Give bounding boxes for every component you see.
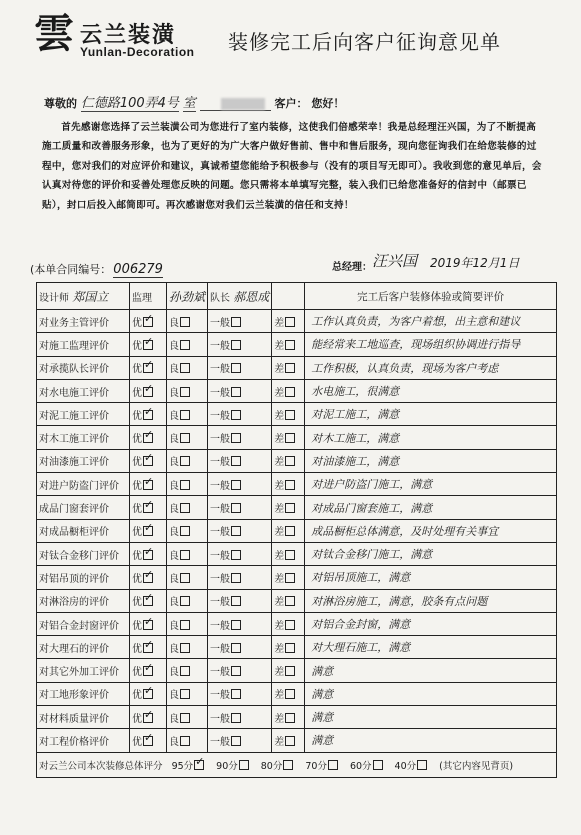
rating-option[interactable]: 一般 xyxy=(208,659,272,682)
checkbox-icon[interactable] xyxy=(285,596,295,606)
table-row xyxy=(37,659,557,682)
customer-address: 仁德路100弄4号 xyxy=(81,92,179,112)
greeting-suffix: 客户： xyxy=(274,97,308,110)
checkbox-icon[interactable] xyxy=(231,550,241,560)
rating-option[interactable]: 差 xyxy=(272,659,305,682)
rating-option[interactable]: 一般 xyxy=(208,612,272,635)
checkbox-icon[interactable] xyxy=(143,340,153,350)
table-row xyxy=(37,403,557,426)
checkbox-icon[interactable] xyxy=(285,573,295,583)
rating-option[interactable]: 优✓ xyxy=(130,706,167,729)
checkbox-icon[interactable] xyxy=(180,317,190,327)
rating-option[interactable]: 优✓ xyxy=(130,333,167,356)
rating-option[interactable]: 一般 xyxy=(208,449,272,472)
contract-number: 006279 xyxy=(113,262,163,277)
checkbox-icon[interactable] xyxy=(180,620,190,630)
row-comment: 对成品门窗套施工，满意 xyxy=(305,496,557,519)
rating-option[interactable]: 良 xyxy=(167,636,208,659)
rating-option[interactable]: 优✓ xyxy=(130,519,167,542)
checkbox-icon[interactable] xyxy=(143,363,153,373)
row-comment: 满意 xyxy=(305,682,557,705)
foreman-label: 队长 郝恩成 xyxy=(208,283,272,310)
company-name-en: Yunlan-Decoration xyxy=(80,45,195,59)
rating-option[interactable]: 一般 xyxy=(208,379,272,402)
row-comment: 对大理石施工，满意 xyxy=(305,636,557,659)
checkbox-icon[interactable] xyxy=(231,620,241,630)
rating-option[interactable]: 一般 xyxy=(208,310,272,333)
checkbox-icon[interactable] xyxy=(328,760,338,770)
score-option[interactable]: 60分 xyxy=(350,758,383,772)
checkbox-icon[interactable] xyxy=(285,317,295,327)
contract-label: (本单合同编号： xyxy=(30,263,112,276)
checkbox-icon[interactable] xyxy=(143,620,153,630)
total-score-label: 对云兰公司本次装修总体评分 xyxy=(39,760,163,772)
rating-option[interactable]: 一般 xyxy=(208,333,272,356)
table-row xyxy=(37,473,557,496)
rating-option[interactable]: 一般 xyxy=(208,519,272,542)
score-option[interactable]: 95分✓ xyxy=(172,758,205,772)
rating-option[interactable]: 差 xyxy=(272,403,305,426)
checkbox-icon[interactable] xyxy=(231,317,241,327)
row-comment: 工作积极，认真负责，现场为客户考虑 xyxy=(305,356,557,379)
rating-option[interactable]: 一般 xyxy=(208,636,272,659)
evaluation-table xyxy=(36,282,557,778)
rating-option[interactable]: 差 xyxy=(272,356,305,379)
checkbox-icon[interactable] xyxy=(180,666,190,676)
row-label: 对油漆施工评价 xyxy=(37,449,130,472)
checkbox-icon[interactable] xyxy=(231,643,241,653)
row-comment: 对进户防盗门施工，满意 xyxy=(305,473,557,496)
checkbox-icon[interactable] xyxy=(180,573,190,583)
rating-option[interactable]: 优✓ xyxy=(130,496,167,519)
rating-option[interactable]: 差 xyxy=(272,496,305,519)
customer-room: 室 xyxy=(183,92,196,112)
table-row xyxy=(37,706,557,729)
checkbox-icon[interactable] xyxy=(180,736,190,746)
table-row xyxy=(37,519,557,542)
rating-option[interactable]: 差 xyxy=(272,542,305,565)
row-comment: 满意 xyxy=(305,659,557,682)
row-label: 对钛合金移门评价 xyxy=(37,542,130,565)
rating-option[interactable]: 一般 xyxy=(208,496,272,519)
rating-option[interactable]: 优✓ xyxy=(130,449,167,472)
row-comment: 对钛合金移门施工，满意 xyxy=(305,542,557,565)
rating-option[interactable]: 差 xyxy=(272,449,305,472)
checkbox-icon[interactable] xyxy=(143,480,153,490)
rating-option[interactable]: 一般 xyxy=(208,403,272,426)
checkbox-icon[interactable] xyxy=(180,363,190,373)
rating-option[interactable]: 优✓ xyxy=(130,589,167,612)
score-note: (其它内容见背页) xyxy=(439,760,514,772)
row-label: 成品门窗套评价 xyxy=(37,496,130,519)
checkbox-icon[interactable] xyxy=(231,340,241,350)
row-label: 对进户防盗门评价 xyxy=(37,473,130,496)
table-header-row xyxy=(37,283,557,310)
total-score-cell xyxy=(37,752,557,777)
supervisor-label: 监理 xyxy=(130,283,167,310)
checkbox-icon[interactable] xyxy=(231,387,241,397)
checkbox-icon[interactable] xyxy=(231,433,241,443)
checkbox-icon[interactable] xyxy=(231,573,241,583)
row-label: 对材料质量评价 xyxy=(37,706,130,729)
supervisor-name: 孙劲斌 xyxy=(167,283,208,310)
checkbox-icon[interactable] xyxy=(143,456,153,466)
checkbox-icon[interactable] xyxy=(143,433,153,443)
checkbox-icon[interactable] xyxy=(285,736,295,746)
score-option[interactable]: 90分 xyxy=(216,758,249,772)
checkbox-icon[interactable] xyxy=(285,713,295,723)
rating-option[interactable]: 差 xyxy=(272,566,305,589)
rating-option[interactable]: 差 xyxy=(272,333,305,356)
checkbox-icon[interactable] xyxy=(231,503,241,513)
rating-option[interactable]: 差 xyxy=(272,519,305,542)
rating-option[interactable]: 优✓ xyxy=(130,310,167,333)
row-label: 对工地形象评价 xyxy=(37,682,130,705)
comment-header: 完工后客户装修体验或简要评价 xyxy=(305,283,557,310)
checkbox-icon[interactable] xyxy=(231,713,241,723)
checkbox-icon[interactable] xyxy=(231,410,241,420)
rating-option[interactable]: 良 xyxy=(167,659,208,682)
table-row xyxy=(37,589,557,612)
rating-option[interactable]: 一般 xyxy=(208,589,272,612)
table-row xyxy=(37,356,557,379)
checkbox-icon[interactable] xyxy=(285,643,295,653)
table-row xyxy=(37,449,557,472)
rating-option[interactable]: 良 xyxy=(167,612,208,635)
checkbox-icon[interactable] xyxy=(283,760,293,770)
row-label: 对木工施工评价 xyxy=(37,426,130,449)
checkbox-icon[interactable] xyxy=(231,456,241,466)
rating-option[interactable]: 一般 xyxy=(208,426,272,449)
rating-option[interactable]: 一般 xyxy=(208,729,272,752)
total-score-row xyxy=(37,752,557,777)
rating-option[interactable]: 良 xyxy=(167,379,208,402)
rating-option[interactable]: 良 xyxy=(167,496,208,519)
rating-option[interactable]: 优✓ xyxy=(130,403,167,426)
checkbox-icon[interactable] xyxy=(285,387,295,397)
checkbox-icon[interactable] xyxy=(143,689,153,699)
row-comment: 工作认真负责，为客户着想，出主意和建议 xyxy=(305,310,557,333)
manager-label: 总经理： xyxy=(332,262,372,273)
greeting-line xyxy=(44,92,344,112)
row-label: 对施工监理评价 xyxy=(37,333,130,356)
checkbox-icon[interactable] xyxy=(285,433,295,443)
redacted-name xyxy=(221,98,265,110)
score-option[interactable]: 80分 xyxy=(261,758,294,772)
row-comment: 满意 xyxy=(305,729,557,752)
checkbox-icon[interactable] xyxy=(143,666,153,676)
checkbox-icon[interactable] xyxy=(285,456,295,466)
rating-option[interactable]: 一般 xyxy=(208,682,272,705)
rating-option[interactable]: 良 xyxy=(167,473,208,496)
checkbox-icon[interactable] xyxy=(231,526,241,536)
table-row xyxy=(37,682,557,705)
checkbox-icon[interactable] xyxy=(143,736,153,746)
checkbox-icon[interactable] xyxy=(285,503,295,513)
rating-option[interactable]: 一般 xyxy=(208,356,272,379)
rating-option[interactable]: 优✓ xyxy=(130,636,167,659)
row-label: 对业务主管评价 xyxy=(37,310,130,333)
company-logo-glyph: 雲 xyxy=(34,10,74,57)
checkbox-icon[interactable] xyxy=(180,689,190,699)
row-comment: 对泥工施工，满意 xyxy=(305,403,557,426)
checkbox-icon[interactable] xyxy=(143,573,153,583)
rating-option[interactable]: 良 xyxy=(167,403,208,426)
table-row xyxy=(37,729,557,752)
rating-option[interactable]: 差 xyxy=(272,706,305,729)
checkbox-icon[interactable] xyxy=(285,666,295,676)
checkbox-icon[interactable] xyxy=(285,363,295,373)
table-row xyxy=(37,636,557,659)
rating-option[interactable]: 良 xyxy=(167,426,208,449)
rating-option[interactable]: 一般 xyxy=(208,706,272,729)
checkbox-icon[interactable] xyxy=(180,713,190,723)
table-row xyxy=(37,426,557,449)
table-row xyxy=(37,496,557,519)
table-row xyxy=(37,566,557,589)
checkbox-icon[interactable] xyxy=(180,550,190,560)
rating-option[interactable]: 良 xyxy=(167,449,208,472)
rating-option[interactable]: 差 xyxy=(272,379,305,402)
table-row xyxy=(37,310,557,333)
rating-option[interactable]: 优✓ xyxy=(130,356,167,379)
signature-date: 2019年12月1日 xyxy=(430,256,520,270)
row-comment: 能经常来工地巡查，现场组织协调进行指导 xyxy=(305,333,557,356)
checkbox-icon[interactable] xyxy=(373,760,383,770)
checkbox-icon[interactable] xyxy=(231,596,241,606)
checkbox-icon[interactable] xyxy=(180,456,190,466)
row-label: 对工程价格评价 xyxy=(37,729,130,752)
rating-option[interactable]: 优✓ xyxy=(130,426,167,449)
table-row xyxy=(37,612,557,635)
rating-option[interactable]: 良 xyxy=(167,566,208,589)
manager-signature: 汪兴国 xyxy=(372,252,418,270)
rating-option[interactable]: 差 xyxy=(272,426,305,449)
rating-option[interactable]: 优✓ xyxy=(130,729,167,752)
checkbox-icon[interactable] xyxy=(180,480,190,490)
row-comment: 水电施工，很满意 xyxy=(305,379,557,402)
checkbox-icon[interactable] xyxy=(180,526,190,536)
checkbox-icon[interactable] xyxy=(285,620,295,630)
checkbox-icon[interactable] xyxy=(180,596,190,606)
row-label: 对成品橱柜评价 xyxy=(37,519,130,542)
row-label: 对铝吊顶的评价 xyxy=(37,566,130,589)
rating-option[interactable]: 差 xyxy=(272,682,305,705)
rating-option[interactable]: 良 xyxy=(167,542,208,565)
checkbox-icon[interactable] xyxy=(285,526,295,536)
rating-option[interactable]: 差 xyxy=(272,636,305,659)
checkbox-icon[interactable] xyxy=(143,643,153,653)
form-title: 装修完工后向客户征询意见单 xyxy=(228,30,501,54)
rating-option[interactable]: 差 xyxy=(272,473,305,496)
row-comment: 满意 xyxy=(305,706,557,729)
rating-option[interactable]: 一般 xyxy=(208,542,272,565)
checkbox-icon[interactable] xyxy=(231,666,241,676)
checkbox-icon[interactable] xyxy=(143,410,153,420)
greeting-hello: 您好！ xyxy=(311,97,345,110)
checkbox-icon[interactable] xyxy=(143,713,153,723)
checkbox-icon[interactable] xyxy=(143,387,153,397)
rating-option[interactable]: 良 xyxy=(167,310,208,333)
checkbox-icon[interactable] xyxy=(180,410,190,420)
rating-option[interactable]: 优✓ xyxy=(130,473,167,496)
checkbox-icon[interactable] xyxy=(143,550,153,560)
checkbox-icon[interactable] xyxy=(180,387,190,397)
rating-option[interactable]: 差 xyxy=(272,589,305,612)
row-label: 对承揽队长评价 xyxy=(37,356,130,379)
checkbox-icon[interactable] xyxy=(143,526,153,536)
rating-option[interactable]: 良 xyxy=(167,729,208,752)
checkbox-icon[interactable] xyxy=(231,736,241,746)
checkbox-icon[interactable] xyxy=(143,596,153,606)
rating-option[interactable]: 差 xyxy=(272,612,305,635)
table-row xyxy=(37,333,557,356)
rating-option[interactable]: 优✓ xyxy=(130,659,167,682)
row-label: 对泥工施工评价 xyxy=(37,403,130,426)
checkbox-icon[interactable] xyxy=(285,480,295,490)
checkbox-icon[interactable] xyxy=(231,689,241,699)
rating-option[interactable]: 良 xyxy=(167,706,208,729)
score-option[interactable]: 40分 xyxy=(395,758,428,772)
foreman-name: 郝恩成 xyxy=(233,289,270,304)
checkbox-icon[interactable] xyxy=(285,340,295,350)
rating-option[interactable]: 优✓ xyxy=(130,566,167,589)
designer-name: 郑国立 xyxy=(72,289,109,304)
row-comment: 成品橱柜总体满意，及时处理有关事宜 xyxy=(305,519,557,542)
greeting-prefix: 尊敬的 xyxy=(44,97,77,110)
rating-option[interactable]: 良 xyxy=(167,333,208,356)
checkbox-icon[interactable] xyxy=(231,363,241,373)
table-row xyxy=(37,379,557,402)
row-label: 对铝合金封窗评价 xyxy=(37,612,130,635)
rating-option[interactable]: 优✓ xyxy=(130,682,167,705)
checkbox-icon[interactable] xyxy=(194,760,204,770)
row-comment: 对木工施工，满意 xyxy=(305,426,557,449)
rating-option[interactable]: 优✓ xyxy=(130,542,167,565)
rating-option[interactable]: 优✓ xyxy=(130,612,167,635)
rating-option[interactable]: 良 xyxy=(167,682,208,705)
checkbox-icon[interactable] xyxy=(180,433,190,443)
rating-option[interactable]: 良 xyxy=(167,519,208,542)
company-name-cn: 云兰装潢 xyxy=(80,23,177,48)
checkbox-icon[interactable] xyxy=(180,503,190,513)
checkbox-icon[interactable] xyxy=(143,503,153,513)
rating-option[interactable]: 一般 xyxy=(208,566,272,589)
row-comment: 对油漆施工，满意 xyxy=(305,449,557,472)
checkbox-icon[interactable] xyxy=(285,689,295,699)
row-comment: 对淋浴房施工，满意，胶条有点问题 xyxy=(305,589,557,612)
checkbox-icon[interactable] xyxy=(285,410,295,420)
checkbox-icon[interactable] xyxy=(417,760,427,770)
contract-number-line xyxy=(30,261,163,277)
rating-option[interactable]: 良 xyxy=(167,589,208,612)
score-option[interactable]: 70分 xyxy=(305,758,338,772)
rating-option[interactable]: 优✓ xyxy=(130,379,167,402)
checkbox-icon[interactable] xyxy=(231,480,241,490)
header-blank xyxy=(272,283,305,310)
row-label: 对大理石的评价 xyxy=(37,636,130,659)
row-label: 对其它外加工评价 xyxy=(37,659,130,682)
checkbox-icon[interactable] xyxy=(143,317,153,327)
rating-option[interactable]: 良 xyxy=(167,356,208,379)
checkbox-icon[interactable] xyxy=(180,643,190,653)
checkbox-icon[interactable] xyxy=(180,340,190,350)
rating-option[interactable]: 差 xyxy=(272,310,305,333)
row-comment: 对铝合金封窗，满意 xyxy=(305,612,557,635)
checkbox-icon[interactable] xyxy=(285,550,295,560)
row-label: 对淋浴房的评价 xyxy=(37,589,130,612)
intro-paragraph: 首先感谢您选择了云兰装潢公司为您进行了室内装修，这使我们倍感荣幸！我是总经理汪兴国，为了不断提高施工质量和改善服务形象，也为了更好的为广大客户做好售前、售中和售后服务，现向您征询我们在给您装修的过程中，您对我们的对应评价和建议，真诚希望您能给予积极参与（没有的项目写无即可）。我收到您的意见单后，会认真对待您的评价和妥善处理您反映的问题。您只需将本单填写完整，装入我们已给您准备好的信封中（邮票已贴），封口后投入邮筒即可。再次感谢您对我们云兰装潢的信任和支持！ xyxy=(42,122,542,211)
rating-option[interactable]: 一般 xyxy=(208,473,272,496)
rating-option[interactable]: 差 xyxy=(272,729,305,752)
row-comment: 对铝吊顶施工，满意 xyxy=(305,566,557,589)
checkbox-icon[interactable] xyxy=(239,760,249,770)
row-label: 对水电施工评价 xyxy=(37,379,130,402)
designer-label: 设计师 郑国立 xyxy=(37,283,130,310)
table-row xyxy=(37,542,557,565)
